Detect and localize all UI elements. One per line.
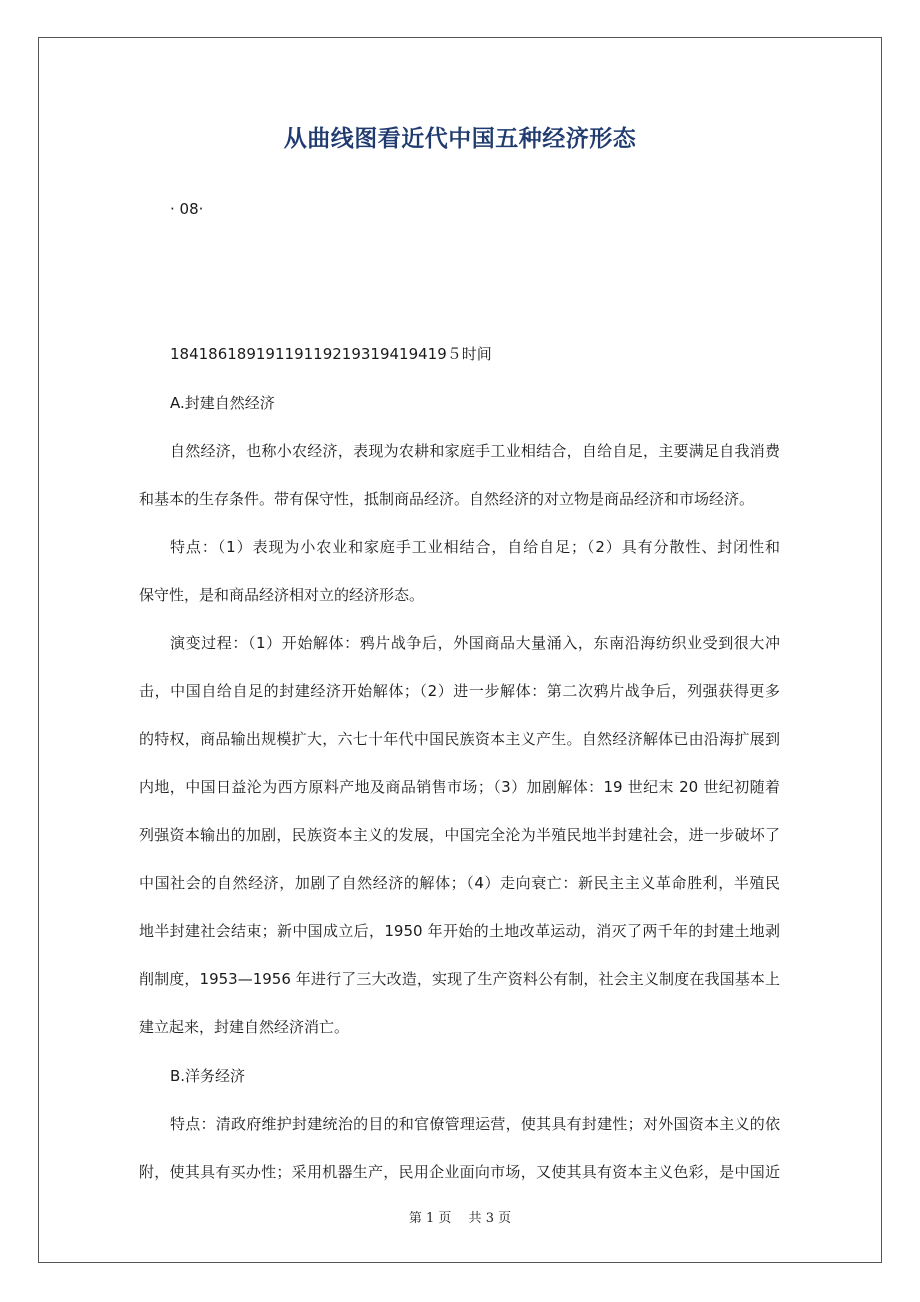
section-heading-b: B.洋务经济 <box>170 1067 246 1085</box>
paragraph-line: 地半封建社会结束；新中国成立后，1950 年开始的土地改革运动，消灭了两千年的封建土地剥 <box>139 922 780 940</box>
time-axis-label: 18418618919119119219319419419５时间 <box>170 345 492 363</box>
paragraph-line: 中国社会的自然经济，加剧了自然经济的解体；（4）走向衰亡：新民主主义革命胜利，半殖民 <box>139 874 780 892</box>
document-title: 从曲线图看近代中国五种经济形态 <box>283 126 637 152</box>
paragraph-line: 削制度，1953—1956 年进行了三大改造，实现了生产资料公有制，社会主义制度在我国基本上 <box>139 970 780 988</box>
section-heading-a: A.封建自然经济 <box>170 394 275 412</box>
paragraph-line: 附，使其具有买办性；采用机器生产，民用企业面向市场，又使其具有资本主义色彩，是中国近 <box>139 1163 780 1181</box>
paragraph-line: 和基本的生存条件。带有保守性，抵制商品经济。自然经济的对立物是商品经济和市场经济。 <box>139 490 755 508</box>
paragraph-line: 自然经济，也称小农经济，表现为农耕和家庭手工业相结合，自给自足，主要满足自我消费 <box>170 442 780 460</box>
paragraph-line: 演变过程：（1）开始解体：鸦片战争后，外国商品大量涌入，东南沿海纺织业受到很大冲 <box>170 634 780 652</box>
paragraph-line: 建立起来，封建自然经济消亡。 <box>139 1018 350 1036</box>
paragraph-line: 特点：（1）表现为小农业和家庭手工业相结合，自给自足；（2）具有分散性、封闭性和 <box>170 538 780 556</box>
paragraph-line: 列强资本输出的加剧，民族资本主义的发展，中国完全沦为半殖民地半封建社会，进一步破坏了 <box>139 826 780 844</box>
figure-label: · 08· <box>170 200 204 218</box>
paragraph-line: 的特权，商品输出规模扩大，六七十年代中国民族资本主义产生。自然经济解体已由沿海扩展到 <box>139 730 780 748</box>
paragraph-line: 特点：清政府维护封建统治的目的和官僚管理运营，使其具有封建性；对外国资本主义的依 <box>170 1115 780 1133</box>
paragraph-line: 内地，中国日益沦为西方原料产地及商品销售市场；（3）加剧解体：19 世纪末 20 世纪初随着 <box>139 778 780 796</box>
paragraph-line: 击，中国自给自足的封建经济开始解体；（2）进一步解体：第二次鸦片战争后，列强获得更多 <box>139 682 780 700</box>
paragraph-line: 保守性，是和商品经济相对立的经济形态。 <box>139 586 425 604</box>
page-footer: 第 1 页 共 3 页 <box>408 1211 512 1226</box>
